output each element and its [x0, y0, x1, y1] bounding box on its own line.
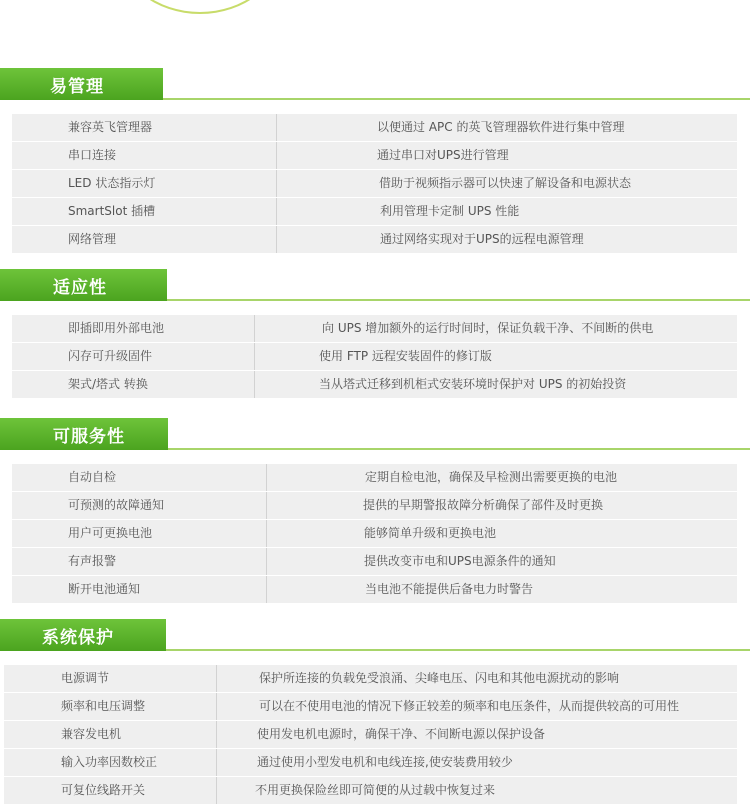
table-row [12, 371, 737, 398]
feature-desc: 当从塔式迁移到机柜式安装环境时保护对 UPS 的初始投资 [319, 377, 627, 391]
table-row [12, 520, 737, 548]
feature-name: 断开电池通知 [68, 582, 141, 596]
section-divider [166, 649, 750, 651]
feature-name: 闪存可升级固件 [68, 349, 153, 363]
feature-table [12, 114, 737, 253]
feature-desc: 提供的早期警报故障分析确保了部件及时更换 [363, 498, 604, 512]
feature-desc: 保护所连接的负载免受浪涌、尖峰电压、闪电和其他电源扰动的影响 [259, 671, 620, 685]
feature-name: 有声报警 [68, 554, 117, 568]
feature-name: 电源调节 [61, 671, 110, 685]
table-row [12, 198, 737, 226]
table-row [4, 693, 737, 721]
section-system-protection [0, 619, 750, 797]
section-divider [167, 299, 750, 301]
feature-desc: 向 UPS 增加额外的运行时间时，保证负载干净、不间断的供电 [322, 321, 654, 335]
table-row [12, 170, 737, 198]
section-title: 可服务性 [0, 418, 168, 450]
feature-name: 即插即用外部电池 [68, 321, 165, 335]
section-header [0, 269, 750, 301]
table-row [12, 576, 737, 603]
table-row [4, 665, 737, 693]
section-adaptability [0, 269, 750, 391]
feature-desc: 定期自检电池，确保及早检测出需要更换的电池 [365, 470, 618, 484]
feature-table [12, 315, 737, 398]
section-header [0, 68, 750, 100]
feature-name: 用户可更换电池 [68, 526, 153, 540]
feature-desc: 通过串口对UPS进行管理 [377, 148, 509, 162]
section-title: 系统保护 [0, 619, 166, 651]
table-row [12, 114, 737, 142]
feature-name: 自动自检 [68, 470, 117, 484]
feature-desc: 不用更换保险丝即可简便的从过载中恢复过来 [255, 783, 496, 797]
feature-name: 频率和电压调整 [61, 699, 146, 713]
feature-desc: 使用发电机电源时，确保干净、不间断电源以保护设备 [257, 727, 546, 741]
section-divider [163, 98, 750, 100]
table-row [12, 343, 737, 371]
section-easy-management [0, 68, 750, 246]
feature-desc: 通过网络实现对于UPS的远程电源管理 [380, 232, 584, 246]
feature-name: 兼容发电机 [61, 727, 122, 741]
table-row [12, 464, 737, 492]
table-row [12, 226, 737, 253]
table-row [4, 721, 737, 749]
feature-desc: 可以在不使用电池的情况下修正较差的频率和电压条件，从而提供较高的可用性 [259, 699, 680, 713]
table-row [12, 142, 737, 170]
section-serviceability [0, 418, 750, 596]
feature-desc: 通过使用小型发电机和电线连接,使安装费用较少 [257, 755, 513, 769]
section-title: 易管理 [0, 68, 163, 100]
feature-table [12, 464, 737, 603]
feature-name: 可复位线路开关 [61, 783, 146, 797]
decorative-arc [118, 0, 282, 14]
feature-desc: 能够简单升级和更换电池 [364, 526, 497, 540]
feature-name: LED 状态指示灯 [68, 176, 156, 190]
table-row [4, 777, 737, 804]
feature-desc: 使用 FTP 远程安装固件的修订版 [319, 349, 492, 363]
feature-desc: 提供改变市电和UPS电源条件的通知 [364, 554, 556, 568]
section-header [0, 619, 750, 651]
feature-desc: 利用管理卡定制 UPS 性能 [380, 204, 520, 218]
feature-table [4, 665, 737, 804]
table-row [12, 315, 737, 343]
section-header [0, 418, 750, 450]
table-row [12, 492, 737, 520]
feature-name: 架式/塔式 转换 [68, 377, 148, 391]
section-divider [168, 448, 750, 450]
feature-desc: 当电池不能提供后备电力时警告 [365, 582, 534, 596]
feature-desc: 借助于视频指示器可以快速了解设备和电源状态 [379, 176, 632, 190]
feature-name: 可预测的故障通知 [68, 498, 165, 512]
feature-name: 网络管理 [68, 232, 117, 246]
section-title: 适应性 [0, 269, 167, 301]
feature-name: SmartSlot 插槽 [68, 204, 156, 218]
table-row [12, 548, 737, 576]
feature-name: 串口连接 [68, 148, 117, 162]
feature-name: 输入功率因数校正 [61, 755, 158, 769]
table-row [4, 749, 737, 777]
feature-desc: 以便通过 APC 的英飞管理器软件进行集中管理 [377, 120, 625, 134]
feature-name: 兼容英飞管理器 [68, 120, 153, 134]
